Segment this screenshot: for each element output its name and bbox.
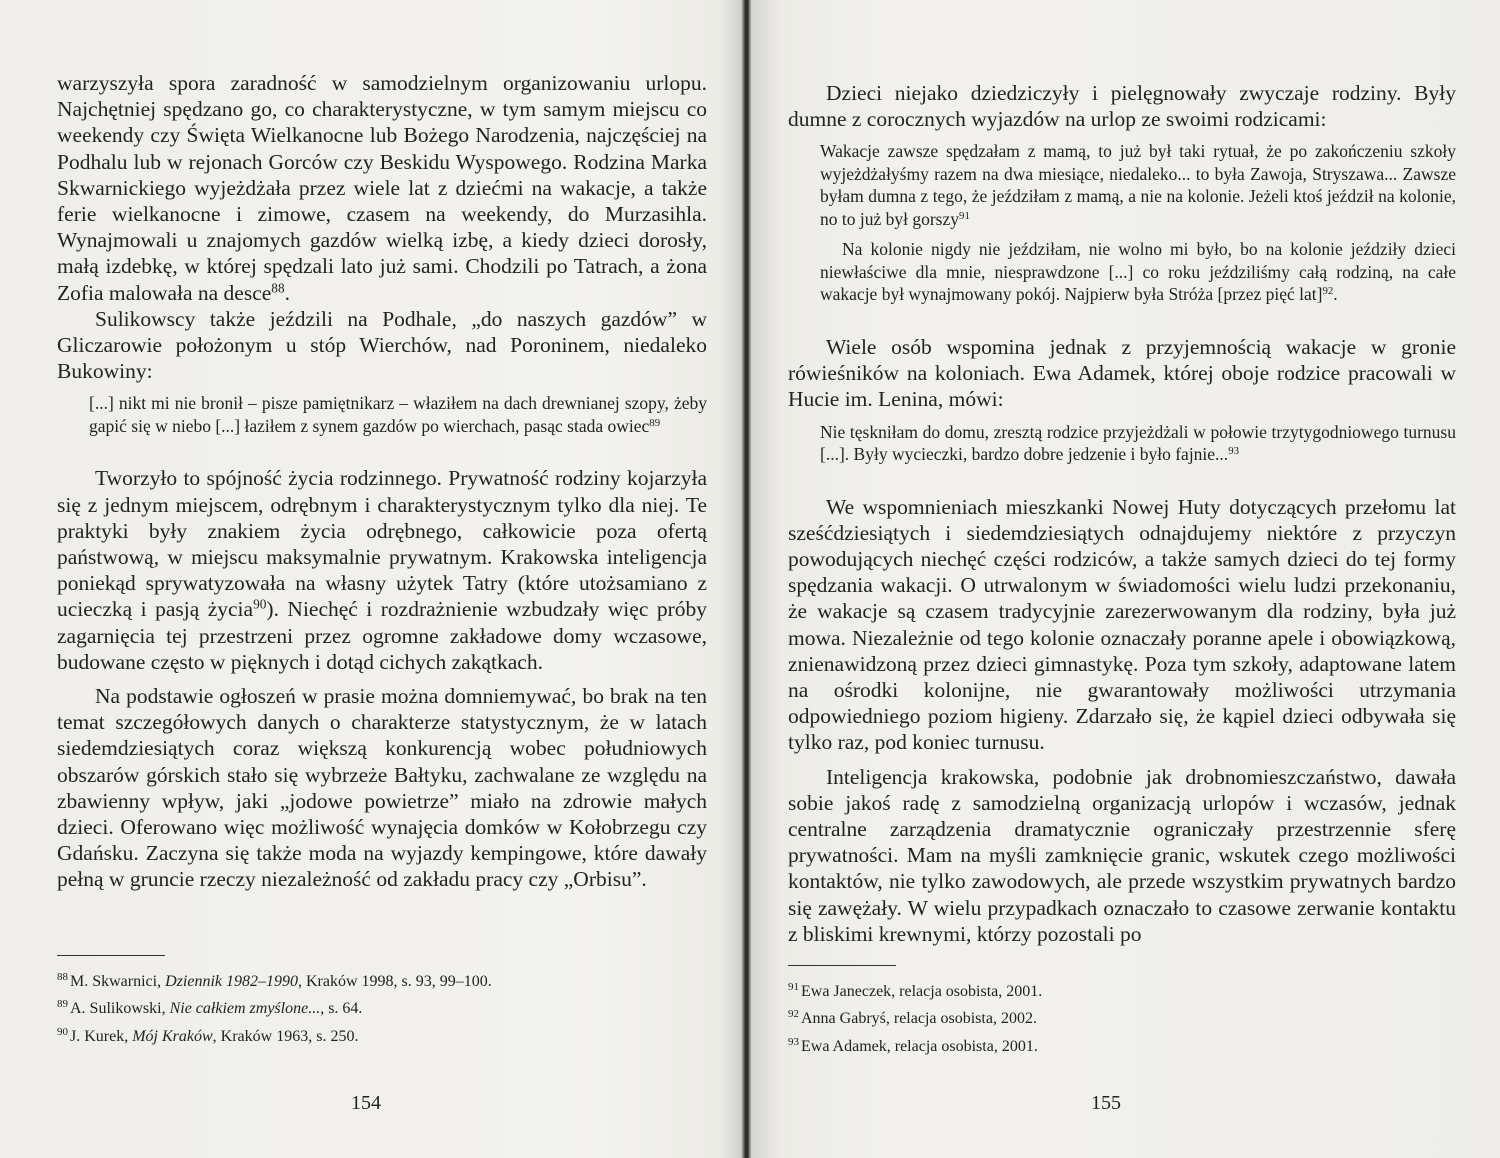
footnote-ref-93[interactable]: 93: [1228, 445, 1240, 458]
footnote-separator: [788, 965, 896, 966]
left-paragraph-1: warzyszyła spora zaradność w samodzielnym organizowaniu urlopu. Najchętniej spędzano go, co charakterystyczne, w tym samym miejscu co weekendy czy Święta Wielkanocne lub Bożego Narodzenia, najczęściej na Podhalu lub w rejonach Gorców czy Beskidu Wyspowego. Rodzina Marka Skwarnickiego wyjeżdżała przez wiele lat z dziećmi na wakacje, a także ferie wielkanocne i zimowe, czasem na weekendy, do Murzasihla. Wynajmowali u znajomych gazdów wielką izbę, a kiedy dzieci dorosły, małą izdebkę, w której spędzali lato już sami. Chodzili po Tatrach, a żona Zofia malowała na desce$^{88}$.: [57, 71, 707, 305]
right-text-block: [788, 80, 1456, 1058]
footnote-ref-89[interactable]: 89: [649, 416, 661, 429]
footnote-92: $^{92}$ Anna Gabryś, relacja osobista, 2002.: [788, 1008, 1037, 1028]
right-paragraph-1: Dzieci niejako dziedziczyły i pielęgnowały zwyczaje rodziny. Były dumne z corocznych wyjazdów na urlop ze swoimi rodzicami:: [788, 81, 1456, 132]
left-footnotes: [57, 966, 707, 1049]
footnote-90: $^{90}$ J. Kurek, Mój Kraków, Kraków 1963, s. 250.: [57, 1025, 359, 1045]
footnote-89: $^{89}$ A. Sulikowski, Nie całkiem zmyślone..., s. 64.: [57, 998, 363, 1018]
right-page: [752, 0, 1500, 1158]
right-paragraph-3: We wspomnieniach mieszkanki Nowej Huty dotyczących przełomu lat sześćdziesiątych i siedemdziesiątych odnajdujemy niektóre z przyczyn powodujących niechęć części rodziców, a także samych dzieci do tej formy spędzania wakacji. O utrwalonym w świadomości wielu ludzi przekonaniu, że wakacje są czasem tradycyjnie zarezerwowanym dla rodziny, była już mowa. Niezależnie od tego kolonie oznaczały poranne apele i obowiązkową, znienawidzoną przez dzieci gimnastykę. Poza tym szkoły, adaptowane latem na ośrodki kolonijne, nie gwarantowały możliwości utrzymania odpowiedniego poziom higieny. Zdarzało się, że kąpiel dzieci odbywała się tylko raz, pod koniec turnusu.: [788, 494, 1456, 755]
left-text-block: [57, 70, 707, 1048]
footnote-93: $^{93}$ Ewa Adamek, relacja osobista, 2001.: [788, 1035, 1038, 1055]
footnote-ref-92[interactable]: 92: [1322, 285, 1334, 298]
footnote-separator: [57, 955, 165, 956]
right-paragraph-4: Inteligencja krakowska, podobnie jak drobnomieszczaństwo, dawała sobie jakoś radę z samodzielną organizacją urlopów i wczasów, jednak centralne zarządzenia dramatycznie ograniczały przestrzennie sferę prywatności. Mam na myśli zamknięcie granic, wskutek czego możliwości kontaktów, nie tylko zawodowych, ale przede wszystkim prywatnych bardzo się zawężały. W wielu przypadkach oznaczało to czasowe zerwanie kontaktu z bliskimi krewnymi, którzy pozostali po: [788, 764, 1456, 946]
footnote-ref-90[interactable]: 90: [253, 597, 267, 613]
left-paragraph-2: Sulikowscy także jeździli na Podhale, „do naszych gazdów” w Gliczarowie położonym u stóp Wierchów, nad Poroninem, niedaleko Bukowiny:: [57, 306, 707, 384]
left-paragraph-3: Tworzyło to spójność życia rodzinnego. Prywatność rodziny kojarzyła się z jednym miejscem, odrębnym i charakterystycznym tylko dla niej. Te praktyki były znakiem życia odrębnego, całkowicie poza ofertą państwową, w miejscu maksymalnie prywatnym. Krakowska inteligencja poniekąd sprywatyzowała na własny użytek Tatry (które utożsamiano z ucieczką i pasją życia$^{90}$). Niechęć i rozdrażnienie wzbudzały więc próby zagarnięcia tej przestrzeni przez ogromne zakładowe domy wczasowe, budowane często w pięknych i dotąd cichych zakątkach.: [57, 466, 707, 674]
footnote-91: $^{91}$ Ewa Janeczek, relacja osobista, 2001.: [788, 980, 1043, 1000]
left-quote-1: [...] nikt mi nie bronił – pisze pamiętnikarz – właziłem na dach drewnianej szopy, żeby gapić się w niebo [...] łaziłem z synem gazdów po wierchach, pasąc stada owiec$^{89}$: [89, 393, 707, 436]
footnote-ref-91[interactable]: 91: [959, 209, 970, 222]
left-paragraph-4: Na podstawie ogłoszeń w prasie można domniemywać, bo brak na ten temat szczegółowych danych o charakterze statystycznym, że w latach siedemdziesiątych coraz większą konkurencją wobec południowych obszarów górskich stało się wybrzeże Bałtyku, zachwalane ze względu na zbawienny wpływ, jaki „jodowe powietrze” miało na zdrowie małych dzieci. Oferowano więc możliwość wynajęcia domków w Kołobrzegu czy Gdańsku. Zaczyna się także moda na wyjazdy kempingowe, które dawały pełną w gruncie rzeczy niezależność od zakładu pracy czy „Orbisu”.: [57, 684, 707, 892]
page-number-left: 154: [351, 1092, 381, 1114]
left-page: [0, 0, 748, 1158]
footnote-ref-88[interactable]: 88: [271, 280, 285, 296]
right-footnotes: [788, 976, 1456, 1059]
right-quote-2: Na kolonie nigdy nie jeździłam, nie wolno mi było, bo na kolonie jeździły dzieci niewłaściwe dla mnie, niesprawdzone [...] co roku jeździliśmy całą rodziną, na całe wakacje był wynajmowany pokój. Najpierw była Stróża [przez pięć lat]$^{92}$.: [820, 239, 1456, 305]
right-quote-3: Nie tęskniłam do domu, zresztą rodzice przyjeżdżali w połowie trzytygodniowego turnusu [...]. Były wycieczki, bardzo dobre jedzenie i było fajnie...$^{93}$: [820, 421, 1456, 465]
footnote-88: $^{88}$ M. Skwarnici, Dziennik 1982–1990, Kraków 1998, s. 93, 99–100.: [57, 970, 492, 990]
right-paragraph-2: Wiele osób wspomina jednak z przyjemnością wakacje w gronie rówieśników na koloniach. Ewa Adamek, której oboje rodzice pracowali w Hucie im. Lenina, mówi:: [788, 334, 1456, 412]
right-quote-1: Wakacje zawsze spędzałam z mamą, to już był taki rytuał, że po zakończeniu szkoły wyjeżdżałyśmy razem na dwa miesiące, niedaleko... to była Zawoja, Stryszawa... Zawsze byłam dumna z tego, że jeździłam z mamą, a nie na kolonie. Jeżeli ktoś jeździł na kolonie, no to już był gorszy$^{91}$: [820, 141, 1456, 229]
page-number-right: 155: [1091, 1092, 1121, 1114]
